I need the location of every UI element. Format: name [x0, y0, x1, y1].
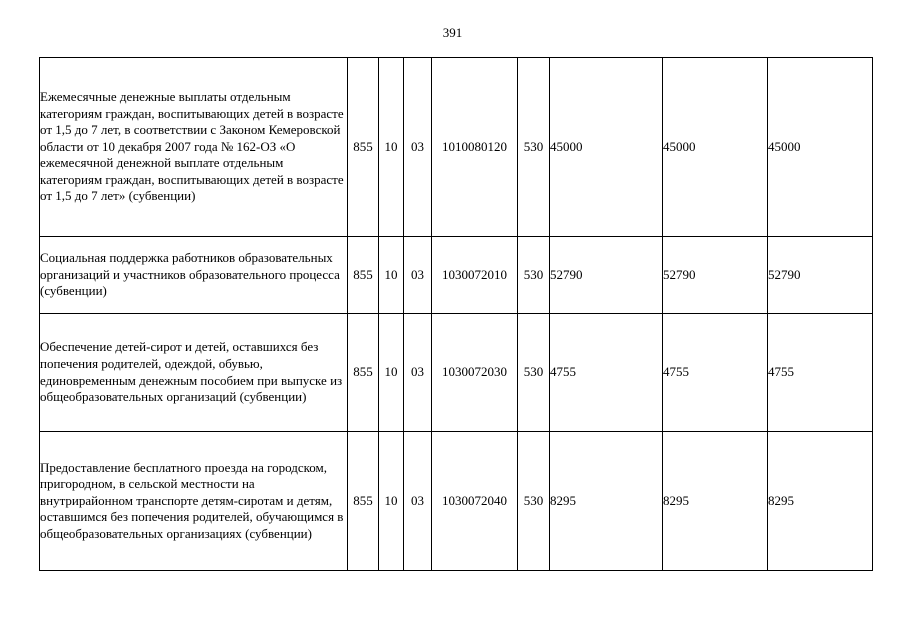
expense-type-code: 530 [518, 58, 550, 237]
amount-year-3: 8295 [768, 432, 873, 571]
table-row [40, 432, 873, 571]
ministry-code: 855 [348, 314, 379, 432]
table-row [40, 314, 873, 432]
expense-type-code: 530 [518, 237, 550, 314]
row-description: Ежемесячные денежные выплаты отдельным категориям граждан, воспитывающих детей в возрасте от 1,5 до 7 лет, в соответствии с Законом Кемеровской области от 10 декабря 2007 года № 162-ОЗ «О ежемесячной денежной выплате отдельным категориям граждан, воспитывающих детей в возрасте от 1,5 до 7 лет» (субвенции) [40, 58, 348, 237]
target-article-code: 1030072040 [432, 432, 518, 571]
amount-year-2: 45000 [663, 58, 768, 237]
row-description: Предоставление бесплатного проезда на городском, пригородном, в сельской местности на внутрирайонном транспорте детям-сиротам и детям, оставшимся без попечения родителей, обучающимся в общеобразовательных организациях (субвенции) [40, 432, 348, 571]
subsection-code: 03 [404, 314, 432, 432]
amount-year-3: 4755 [768, 314, 873, 432]
amount-year-1: 8295 [550, 432, 663, 571]
amount-year-2: 52790 [663, 237, 768, 314]
subsection-code: 03 [404, 58, 432, 237]
subsection-code: 03 [404, 237, 432, 314]
budget-table [39, 57, 873, 571]
target-article-code: 1010080120 [432, 58, 518, 237]
table-row [40, 237, 873, 314]
amount-year-1: 52790 [550, 237, 663, 314]
subsection-code: 03 [404, 432, 432, 571]
amount-year-3: 52790 [768, 237, 873, 314]
expense-type-code: 530 [518, 314, 550, 432]
ministry-code: 855 [348, 432, 379, 571]
expense-type-code: 530 [518, 432, 550, 571]
target-article-code: 1030072030 [432, 314, 518, 432]
ministry-code: 855 [348, 58, 379, 237]
row-description: Социальная поддержка работников образовательных организаций и участников образовательного процесса (субвенции) [40, 237, 348, 314]
row-description: Обеспечение детей-сирот и детей, оставшихся без попечения родителей, одеждой, обувью, единовременным денежным пособием при выпуске из общеобразовательных организаций (субвенции) [40, 314, 348, 432]
amount-year-1: 4755 [550, 314, 663, 432]
section-code: 10 [379, 237, 404, 314]
target-article-code: 1030072010 [432, 237, 518, 314]
amount-year-3: 45000 [768, 58, 873, 237]
section-code: 10 [379, 432, 404, 571]
amount-year-2: 8295 [663, 432, 768, 571]
section-code: 10 [379, 314, 404, 432]
page-number: 391 [442, 25, 463, 40]
ministry-code: 855 [348, 237, 379, 314]
table-row [40, 58, 873, 237]
section-code: 10 [379, 58, 404, 237]
amount-year-1: 45000 [550, 58, 663, 237]
amount-year-2: 4755 [663, 314, 768, 432]
